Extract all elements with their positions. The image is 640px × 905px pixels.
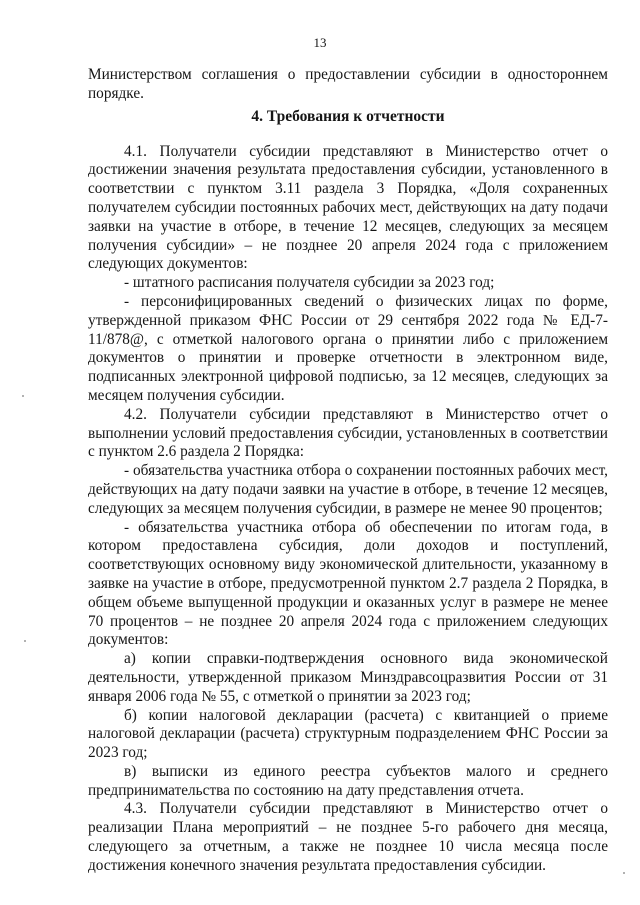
paragraph-4-2: 4.2. Получатели субсидии представляют в Министерство отчет о выполнении условий предоставления субсидии, установленных в соответствии с пунктом 2.6 раздела 2 Порядка: — [88, 405, 608, 461]
spacer — [88, 133, 608, 143]
scan-artifact — [24, 640, 26, 642]
list-item-c: в) выписки из единого реестра субъектов малого и среднего предпринимательства по состоянию на дату представления отчета. — [88, 762, 608, 799]
paragraph-4-1: 4.1. Получатели субсидии представляют в Министерство отчет о достижении значения результата предоставления субсидии, установленного в соответствии с пунктом 3.11 раздела 3 Порядка, «Доля сохраненных получателем субсидии постоянных рабочих мест, действующих на дату подачи заявки на участие в отборе, в течение 12 месяцев, следующих за месяцем получения субсидии» – не позднее 20 апреля 2024 года с приложением следующих документов: — [88, 142, 608, 273]
paragraph-4-3: 4.3. Получатели субсидии представляют в Министерство отчет о реализации Плана мероприятий – не позднее 5-го рабочего дня месяца, следующего за отчетным, а также не позднее 10 числа месяца после достижения конечного значения результата предоставления субсидии. — [88, 800, 608, 874]
list-item-jobs-obligation: - обязательства участника отбора о сохранении постоянных рабочих мест, действующих на дату подачи заявки на участие в отборе, в течение 12 месяцев, следующих за месяцем получения субсидии, в размере не менее 90 процентов; — [88, 462, 608, 517]
list-item-personal-data: - персонифицированных сведений о физических лицах по форме, утвержденной приказом ФНС России от 29 сентября 2022 года № ЕД-7-11/878@, с отметкой налогового органа о принятии либо с приложением документов о принятии и проверке отчетности в электронном виде, подписанных электронной цифровой подписью, за 12 месяцев, следующих за месяцем получения субсидии. — [88, 292, 608, 404]
list-item-b: б) копии налоговой декларации (расчета) с квитанцией о приеме налоговой декларации (расчета) структурным подразделением ФНС России за 2023 год; — [88, 706, 608, 762]
scan-artifact — [22, 395, 24, 397]
list-item-income-obligation: - обязательства участника отбора об обеспечении по итогам года, в котором предоставлена субсидия, доли доходов и поступлений, соответствующих основному виду экономической длительности, указанному в заявке на участие в отборе, предусмотренной пунктом 2.7 раздела 2 Порядка, в общем объеме выпущенной продукции и оказанных услуг в размере не менее 70 процентов – не позднее 20 апреля 2024 года с приложением следующих документов: — [88, 518, 608, 649]
list-item-staff-schedule: - штатного расписания получателя субсидии за 2023 год; — [124, 274, 495, 292]
list-item-a: а) копии справки-подтверждения основного вида экономической деятельности, утвержденной приказом Минздравсоцразвития России от 31 января 2006 года № 55, с отметкой о принятии за 2023 год; — [88, 650, 608, 705]
scan-artifact — [623, 872, 625, 874]
paragraph-continuation: Министерством соглашения о предоставлении субсидии в одностороннем порядке. — [88, 66, 608, 102]
page-number: 13 — [313, 35, 327, 50]
document-body — [88, 66, 608, 876]
section-heading: 4. Требования к отчетности — [251, 107, 445, 125]
